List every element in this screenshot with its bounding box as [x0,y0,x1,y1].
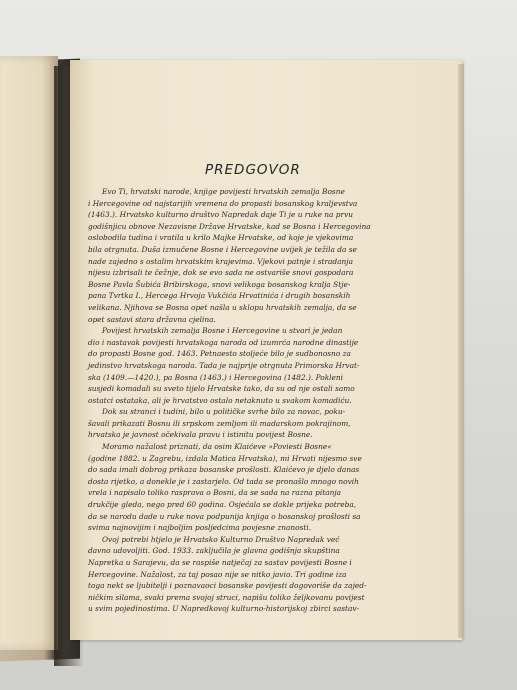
text-line: Ovoj potrebi htjelo je Hrvatsko Kulturno Društvo Napredak već [102,534,340,544]
text-line: Povijest hrvatskih zemalja Bosne i Hercegovine u stvari je jedan [102,326,343,336]
text-line: da se narodu dade u ruke nova podpunija knjiga o bosanskoj prošlosti sa [88,511,361,521]
text-line: drukčije gleda, nego pred 60 godina. Osjećala se dakle prijeka potreba, [88,500,357,510]
text-line: oslobodila tudina i vratila u krilo Majke Hrvatske, od koje je vjekovima [88,233,354,243]
text-line: u svim pojedinostima. U Napredkovoj kulturno-historijskoj zbirci sastav- [88,604,360,614]
text-line: nade zajedno s ostalim hrvatskim krajevima. Vjekovi patnje i stradanja [88,256,354,266]
text-line: Dok su stranci i tudini, bilo u političke svrhe bilo za novac, poku- [102,407,346,417]
text-line: dosta rijetko, a donekle je i zastarjelo. Od tada se pronašlo mnogo novih [88,476,359,486]
text-line: jedinstvo hrvatskoga naroda. Tada je najprije otrgnuta Primorska Hrvat- [88,360,360,370]
text-line: do sada imali dobrog prikaza bosanske prošlosti. Klaićevo je djelo danas [88,465,360,475]
text-line: svima najnovijim i najboljim posljedcima povjesne znanosti. [88,523,312,533]
text-line: davno udovoljiti. God. 1933. zaključila je glavna godišnja skupština [88,546,340,556]
left-page [0,56,58,650]
text-line: bila otrgnuta. Duša izmučene Bosne i Hercegovine uvijek je težila da se [88,244,357,254]
text-line: šavali prikazati Bosnu ili srpskom zemljom ili madarskom pokrajinom, [88,418,351,428]
text-line: i Hercegovine od najstarijih vremena do propasti bosanskog kraljevstva [88,198,358,208]
text-line: Napretka u Sarajevu, da se raspiše natječaj za sastav povijesti Bosne i [88,558,352,567]
text-line: susjedi komadali su sveto tijelo Hrvatske tako, da su od nje ostali samo [88,384,355,394]
text-line: hrvatska je javnost očekivala pravu i istinitu povijest Bosne. [88,430,313,440]
text-line: Moramo nažalost priznati, da osim Klaićeve »Poviesti Bosne« [102,442,332,452]
preface-text [88,186,424,615]
text-line: toga nekt se ljubitelji i poznavaoci bosanske povijesti dogovoriše da zajed- [88,581,367,591]
text-line: ska (1409.—1420.), pa Bosna (1463.) i Hercegovina (1482.). Pokleni [88,372,344,382]
text-line: (godine 1882. u Zagrebu, izdala Matica Hrvatska), mi Hrvati nijesmo sve [88,453,362,463]
text-line: Hercegovine. Nažalost, za taj posao nije se nitko javio. Tri godine iza [88,569,347,579]
text-line: nijesu izbrisali te čežnje, dok se evo sada ne ostvariše snovi gospodara [88,268,354,278]
text-line: opet sastavi stara državna cjelina. [88,314,216,324]
text-line: Evo Ti, hrvatski narode, knjige povijesti hrvatskih zemalja Bosne [102,187,345,196]
text-line: Bosne Pavla Šubića Bribirskoga, snovi velikoga bosanskog kralja Stje- [88,279,351,289]
text-line: vrela i napisalo toliko rasprava o Bosni, da se sada na razna pitanja [88,488,342,498]
text-line: pana Tvrtka I., Hercega Hrvoja Vukčića Hrvatinića i drugih bosanskih [88,291,351,301]
text-line: velikana. Njihova se Bosna opet našla u sklopu hrvatskih zemalja, da se [88,302,357,312]
text-line: godišnjicu obnove Nezavisne Države Hrvatske, kad se Bosna i Hercegovina [88,221,371,231]
page-edge [458,64,464,638]
text-line: ostatci ostataka, ali je hrvatstvo ostalo netaknuto u svakom komadiću. [88,395,352,405]
text-line: (1463.). Hrvatsko kulturno društvo Napredak daje Ti je u ruke na prvu [88,210,354,220]
text-line: do propasti Bosne god. 1463. Petnaesto stoljeće bilo je sudbonosno za [88,349,351,359]
text-line: dio i nastavak povijesti hrvatskoga naroda od izumrća narodne dinastije [88,337,359,347]
page-title: PREDGOVOR [205,162,301,178]
text-line: ničkim silama, svaki prema svojoj struci, napišu toliko željkovanu povijest [88,592,365,602]
